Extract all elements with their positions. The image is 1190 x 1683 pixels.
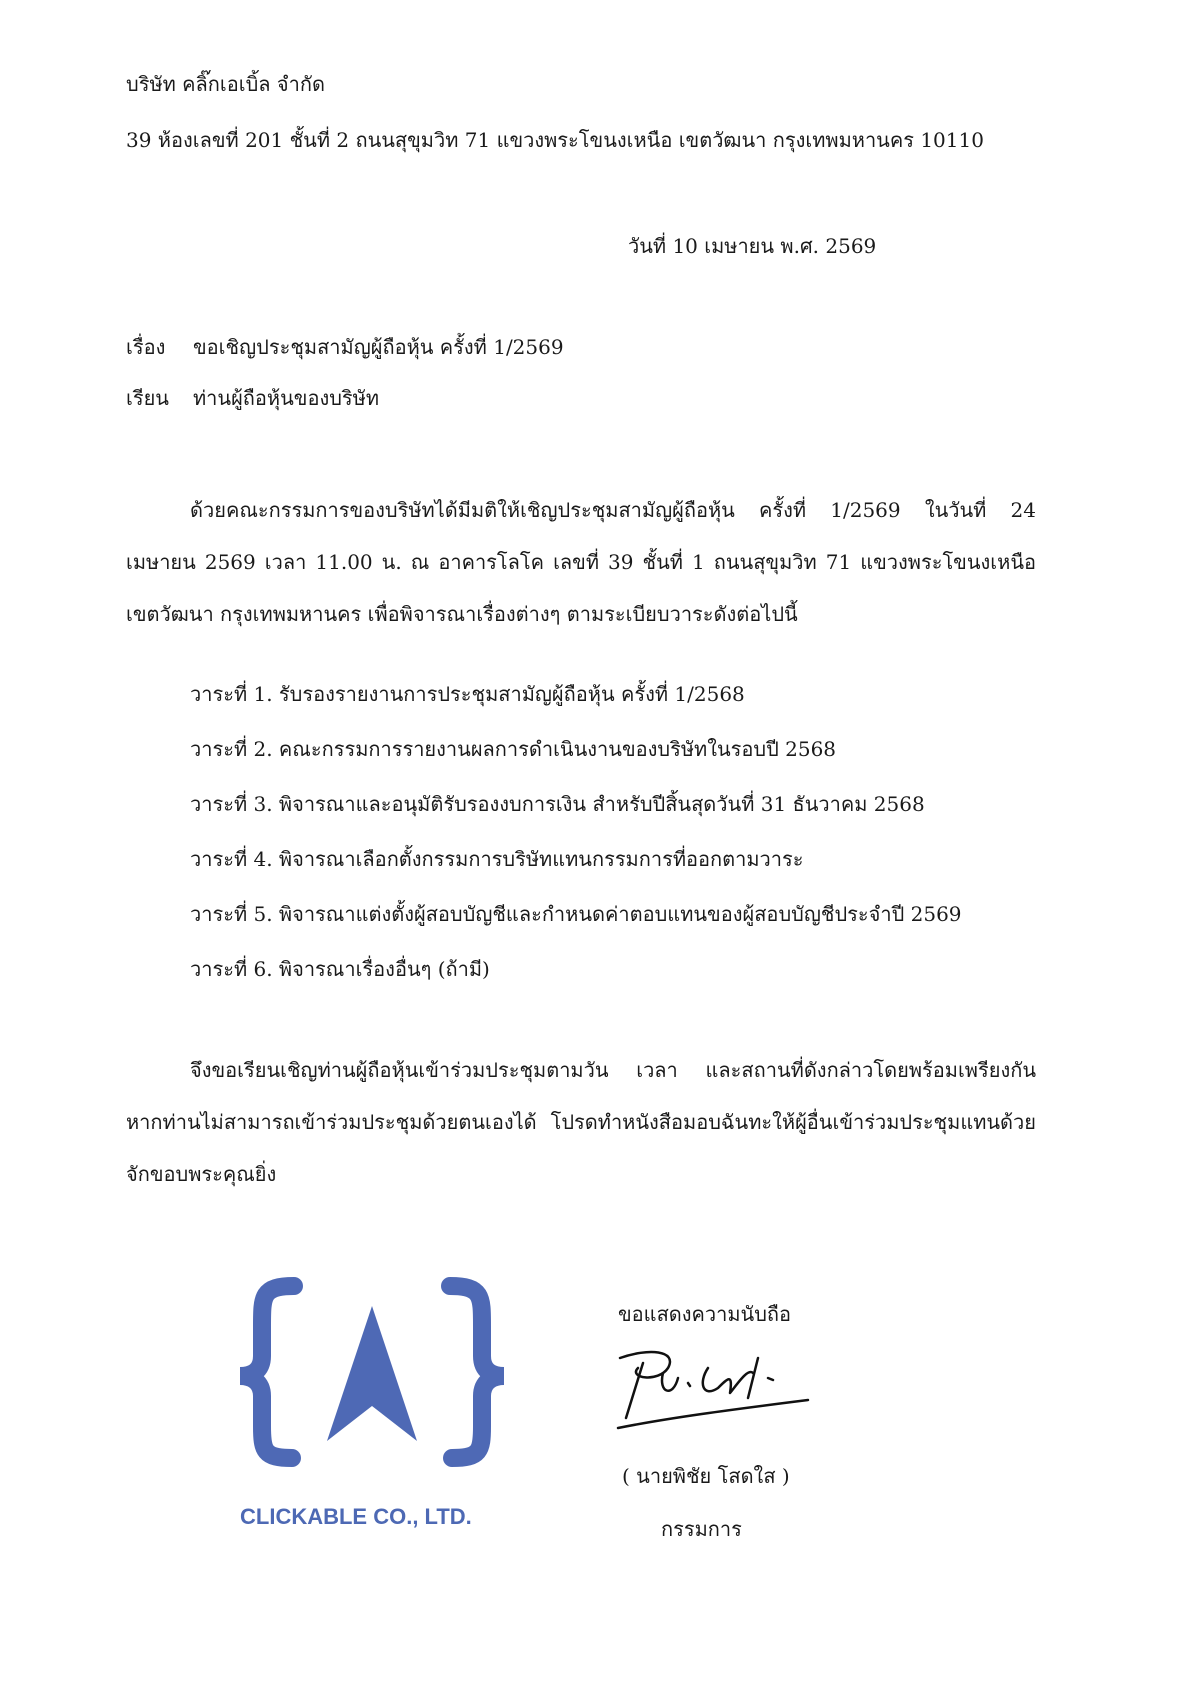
agenda-item: วาระที่ 2. คณะกรรมการรายงานผลการดำเนินงานของบริษัทในรอบปี 2568 — [190, 737, 837, 761]
signer-position: กรรมการ — [661, 1517, 742, 1541]
agenda-item: วาระที่ 4. พิจารณาเลือกตั้งกรรมการบริษัทแทนกรรมการที่ออกตามวาระ — [190, 847, 804, 871]
signer-name: ( นายพิชัย โสดใส ) — [622, 1464, 790, 1488]
agenda-item: วาระที่ 3. พิจารณาและอนุมัติรับรองงบการเงิน สำหรับปีสิ้นสุดวันที่ 31 ธันวาคม 2568 — [190, 792, 925, 816]
agenda-item: วาระที่ 6. พิจารณาเรื่องอื่นๆ (ถ้ามี) — [190, 957, 490, 981]
arrow-logo-icon — [327, 1306, 417, 1441]
right-brace-icon — [450, 1286, 504, 1458]
company-address: 39 ห้องเลขที่ 201 ชั้นที่ 2 ถนนสุขุมวิท 71 แขวงพระโขนงเหนือ เขตวัฒนา กรุงเทพมหานคร 10110 — [126, 128, 984, 152]
invitation-paragraph: จึงขอเรียนเชิญท่านผู้ถือหุ้นเข้าร่วมประชุมตามวัน เวลา และสถานที่ดังกล่าวโดยพร้อมเพรียงกัน หากท่านไม่สามารถเข้าร่วมประชุมด้วยตนเองได้ โปรดทำหนังสือมอบฉันทะให้ผู้อื่นเข้าร่วมประชุมแทนด้วย จักขอบพระคุณยิ่ง — [126, 1058, 1036, 1186]
agenda-item: วาระที่ 1. รับรองรายงานการประชุมสามัญผู้ถือหุ้น ครั้งที่ 1/2568 — [190, 682, 745, 706]
left-brace-icon — [240, 1286, 294, 1458]
recipient-text: ท่านผู้ถือหุ้นของบริษัท — [193, 386, 380, 410]
closing-text: ขอแสดงความนับถือ — [618, 1302, 792, 1326]
intro-paragraph: ด้วยคณะกรรมการของบริษัทได้มีมติให้เชิญประชุมสามัญผู้ถือหุ้น ครั้งที่ 1/2569 ในวันที่ 24 เมษายน 2569 เวลา 11.00 น. ณ อาคารโลโค เลขที่ 39 ชั้นที่ 1 ถนนสุขุมวิท 71 แขวงพระโขนงเหนือ เขตวัฒนา กรุงเทพมหานคร เพื่อพิจารณาเรื่องต่างๆ ตามระเบียบวาระดังต่อไปนี้ — [126, 498, 1036, 626]
agenda-item: วาระที่ 5. พิจารณาแต่งตั้งผู้สอบบัญชีและกำหนดค่าตอบแทนของผู้สอบบัญชีประจำปี 2569 — [190, 902, 962, 926]
subject-label: เรื่อง — [126, 335, 166, 359]
subject-text: ขอเชิญประชุมสามัญผู้ถือหุ้น ครั้งที่ 1/2569 — [193, 335, 564, 359]
letter-date: วันที่ 10 เมษายน พ.ศ. 2569 — [628, 234, 877, 258]
company-stamp — [232, 1276, 522, 1546]
recipient-label: เรียน — [126, 386, 169, 410]
signature — [608, 1338, 818, 1438]
stamp-text: CLICKABLE CO., LTD. — [240, 1504, 472, 1529]
agenda-list — [190, 680, 962, 1010]
company-name: บริษัท คลิ๊กเอเบิ้ล จำกัด — [126, 72, 325, 96]
